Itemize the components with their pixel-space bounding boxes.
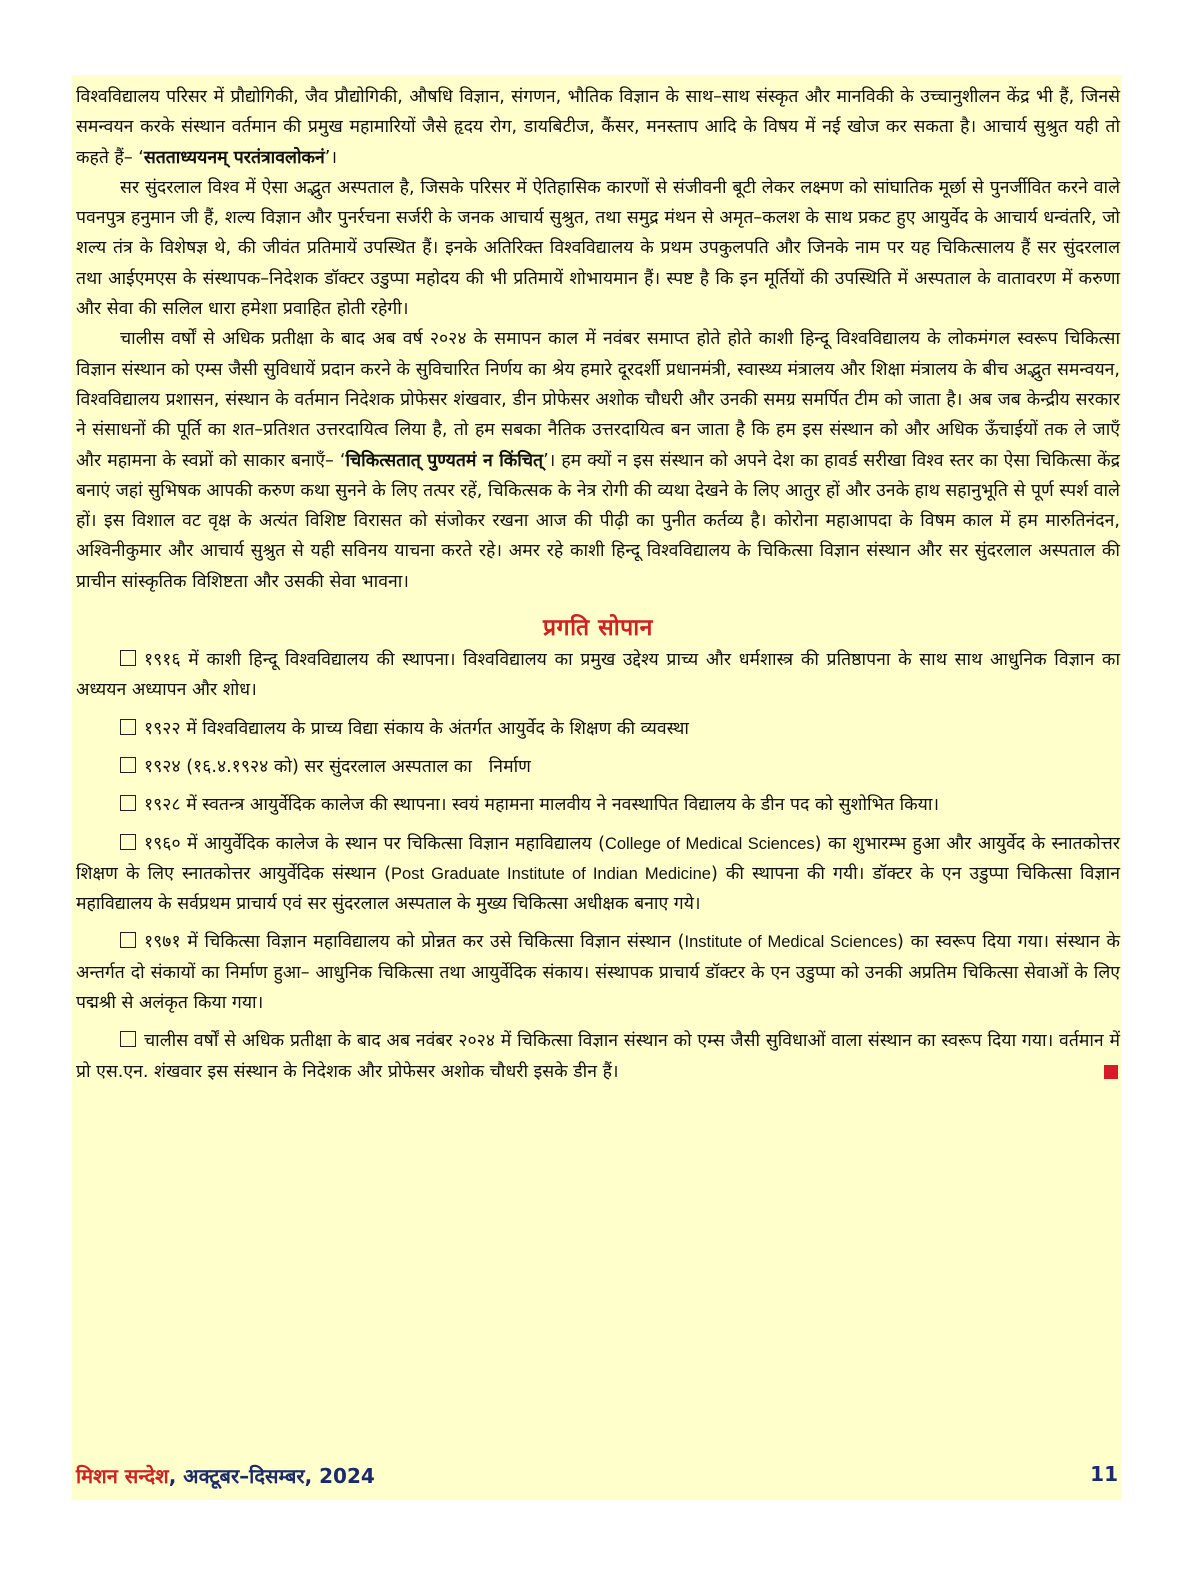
paragraph-2: सर सुंदरलाल विश्व में ऐसा अद्भुत अस्पताल है, जिसके परिसर में ऐतिहासिक कारणों से संजीवनी बूटी लेकर लक्ष्मण को सांघातिक मूर्छा से पुनर्जीवित करने वाले पवनपुत्र हनुमान जी हैं, शल्य विज्ञान और पुनर्रचना सर्जरी के जनक आचार्य सुश्रुत, तथा समुद्र मंथन से अमृत–कलश के साथ प्रकट हुए आयुर्वेद के आचार्य धन्वंतरि, जो शल्य तंत्र के विशेषज्ञ थे, की जीवंत प्रतिमायें उपस्थित हैं। इनके अतिरिक्त विश्वविद्यालय के प्रथम उपकुलपति और जिनके नाम पर यह चिकित्सालय हैं सर सुंदरलाल तथा आईएमएस के संस्थापक–निदेशक डॉक्टर उडुप्पा महोदय की भी प्रतिमायें शोभायमान हैं। स्पष्ट है कि इन मूर्तियों की उपस्थिति में अस्पताल के वातावरण में करुणा और सेवा की सलिल धारा हमेशा प्रवाहित होती रहेगी।: [76, 177, 1120, 320]
checkbox-icon: [120, 932, 136, 948]
magazine-name: मिशन सन्देश: [76, 1464, 169, 1488]
checkbox-icon: [120, 719, 136, 735]
checkbox-icon: [120, 757, 136, 773]
milestone-item: १९६० में आयुर्वेदिक कालेज के स्थान पर चिकित्सा विज्ञान महाविद्यालय (College of Medical Sciences) का शुभारम्भ हुआ और आयुर्वेद के स्नातकोत्तर शिक्षण के लिए स्नातकोत्तर आयुर्वेदिक संस्थान (Post Graduate Institute of Indian Medicine) की स्थापना की गयी। डॉक्टर के एन उडुप्पा चिकित्सा विज्ञान महाविद्यालय के सर्वप्रथम प्राचार्य एवं सर सुंदरलाल अस्पताल के मुख्य चिकित्सा अधीक्षक बनाए गये।: [76, 833, 1120, 915]
article-body: [76, 82, 1120, 1087]
end-mark-icon: [1104, 1065, 1118, 1079]
paragraph-3: चालीस वर्षों से अधिक प्रतीक्षा के बाद अब वर्ष २०२४ के समापन काल में नवंबर समाप्त होते होते काशी हिन्दू विश्वविद्यालय के लोकमंगल स्वरूप चिकित्सा विज्ञान संस्थान को एम्स जैसी सुविधायें प्रदान करने के सुविचारित निर्णय का श्रेय हमारे दूरदर्शी प्रधानमंत्री, स्वास्थ्य मंत्रालय और शिक्षा मंत्रालय के बीच अद्भुत समन्वयन, विश्वविद्यालय प्रशासन, संस्थान के वर्तमान निदेशक प्रोफेसर शंखवार, डीन प्रोफेसर अशोक चौधरी और उनकी समग्र समर्पित टीम को जाता है। अब जब केन्द्रीय सरकार ने संसाधनों की पूर्ति का शत–प्रतिशत उत्तरदायित्व लिया है, तो हम सबका नैतिक उत्तरदायित्व बन जाता है कि हम इस संस्थान को और अधिक ऊँचाईयों तक ले जाएँ और महामना के स्वप्नों को साकार बनाएँ– ‘चिकित्सतात् पुण्यतमं न किंचित्’। हम क्यों न इस संस्थान को अपने देश का हावर्ड सरीखा विश्व स्तर का ऐसा चिकित्सा केंद्र बनाएं जहां सुभिषक आपकी करुण कथा सुनने के लिए तत्पर रहें, चिकित्सक के नेत्र रोगी की व्यथा देखने के लिए आतुर हों और उनके हाथ सहानुभूति से पूर्ण स्पर्श वाले हों। इस विशाल वट वृक्ष के अत्यंत विशिष्ट विरासत को संजोकर रखना आज की पीढ़ी का पुनीत कर्तव्य है। कोरोना महाआपदा के विषम काल में हम मारुतिनंदन, अश्विनीकुमार और आचार्य सुश्रुत से यही सविनय याचना करते रहे। अमर रहे काशी हिन्दू विश्वविद्यालय के चिकित्सा विज्ञान संस्थान और सर सुंदरलाल अस्पताल की प्राचीन सांस्कृतिक विशिष्टता और उसकी सेवा भावना।: [76, 329, 1120, 592]
milestone-item: १९१६ में काशी हिन्दू विश्वविद्यालय की स्थापना। विश्वविद्यालय का प्रमुख उद्देश्य प्राच्य और धर्मशास्त्र की प्रतिष्ठापना के साथ साथ आधुनिक विज्ञान का अध्ययन अध्यापन और शोध।: [76, 650, 1120, 701]
section-title: प्रगति सोपान: [543, 615, 653, 642]
paragraph-1: विश्वविद्यालय परिसर में प्रौद्योगिकी, जैव प्रौद्योगिकी, औषधि विज्ञान, संगणन, भौतिक विज्ञान के साथ–साथ संस्कृत और मानविकी के उच्चानुशीलन केंद्र भी हैं, जिनसे समन्वयन करके संस्थान वर्तमान की प्रमुख महामारियों जैसे हृदय रोग, डायबिटीज, कैंसर, मनस्ताप आदि के विषय में नई खोज कर सकता है। आचार्य सुश्रुत यही तो कहते हैं– ‘सतताध्ययनम् परतंत्रावलोकनं’।: [76, 87, 1120, 168]
sanskrit-quote-1: सतताध्ययनम् परतंत्रावलोकनं: [143, 147, 325, 168]
page-number: 11: [1090, 1462, 1118, 1486]
milestone-item: १९२४ (१६.४.१९२४ को) सर सुंदरलाल अस्पताल का निर्माण: [76, 752, 1120, 782]
checkbox-icon: [120, 650, 136, 666]
milestone-item: १९२२ में विश्वविद्यालय के प्राच्य विद्या संकाय के अंतर्गत आयुर्वेद के शिक्षण की व्यवस्था: [76, 714, 1120, 744]
milestone-item: १९७१ में चिकित्सा विज्ञान महाविद्यालय को प्रोन्नत कर उसे चिकित्सा विज्ञान संस्थान (Institute of Medical Sciences) का स्वरूप दिया गया। संस्थान के अन्तर्गत दो संकायों का निर्माण हुआ– आधुनिक चिकित्सा तथा आयुर्वेदिक संकाय। संस्थापक प्राचार्य डॉक्टर के एन उडुप्पा को उनकी अप्रतिम चिकित्सा सेवाओं के लिए पद्मश्री से अलंकृत किया गया।: [76, 932, 1120, 1014]
milestone-item: १९२८ में स्वतन्त्र आयुर्वेदिक कालेज की स्थापना। स्वयं महामना मालवीय ने नवस्थापित विद्यालय के डीन पद को सुशोभित किया।: [76, 790, 1120, 820]
checkbox-icon: [120, 795, 136, 811]
checkbox-icon: [120, 1031, 136, 1047]
milestone-item: चालीस वर्षों से अधिक प्रतीक्षा के बाद अब नवंबर २०२४ में चिकित्सा विज्ञान संस्थान को एम्स जैसी सुविधाओं वाला संस्थान का स्वरूप दिया गया। वर्तमान में प्रो एस.एन. शंखवार इस संस्थान के निदेशक और प्रोफेसर अशोक चौधरी इसके डीन हैं।: [76, 1031, 1120, 1082]
sanskrit-quote-2: चिकित्सतात् पुण्यतमं न किंचित्: [345, 450, 544, 471]
footer-publication: [76, 1462, 375, 1489]
issue-date: , अक्टूबर–दिसम्बर, 2024: [168, 1464, 375, 1488]
checkbox-icon: [120, 834, 136, 850]
